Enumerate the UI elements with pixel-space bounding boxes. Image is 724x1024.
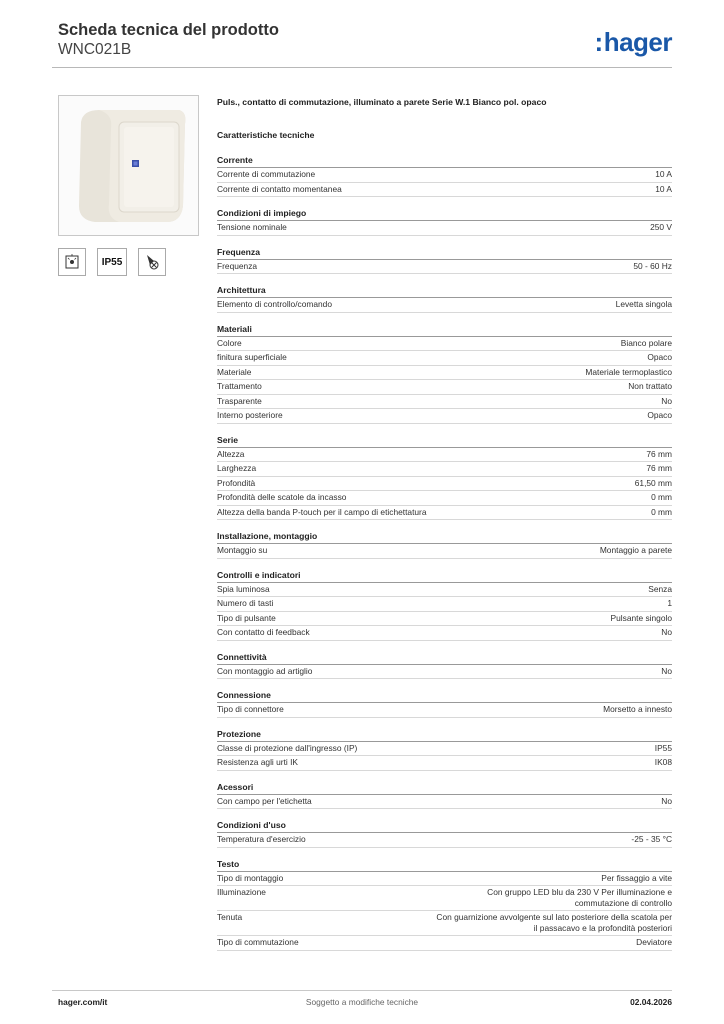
section-title: Protezione bbox=[217, 729, 672, 742]
section-title: Frequenza bbox=[217, 247, 672, 260]
spec-row bbox=[217, 583, 672, 598]
spec-row bbox=[217, 612, 672, 627]
spec-value: 0 mm bbox=[651, 492, 672, 502]
spec-label: Profondità delle scatole da incasso bbox=[217, 492, 347, 502]
spec-label: Trattamento bbox=[217, 381, 262, 391]
spec-label: Montaggio su bbox=[217, 545, 268, 555]
spec-section bbox=[217, 285, 672, 313]
spec-value: Deviatore bbox=[636, 937, 672, 947]
section-title: Materiali bbox=[217, 324, 672, 337]
spec-row bbox=[217, 380, 672, 395]
spec-row bbox=[217, 872, 672, 887]
spec-value: 76 mm bbox=[646, 448, 672, 459]
spec-label: Trasparente bbox=[217, 395, 262, 406]
spec-label: Altezza bbox=[217, 448, 245, 459]
spec-label: Tensione nominale bbox=[217, 222, 287, 232]
spec-row bbox=[217, 298, 672, 313]
spec-label: Tipo di connettore bbox=[217, 704, 284, 714]
spec-row bbox=[217, 221, 672, 236]
spec-label: Frequenza bbox=[217, 260, 258, 271]
spec-value: 10 A bbox=[655, 183, 672, 194]
spec-label: Con montaggio ad artiglio bbox=[217, 665, 313, 676]
spec-value: 0 mm bbox=[651, 506, 672, 517]
spec-row bbox=[217, 491, 672, 506]
spec-section bbox=[217, 782, 672, 810]
header bbox=[58, 20, 279, 59]
spec-section bbox=[217, 155, 672, 197]
spec-value: Con gruppo LED blu da 230 V Per illuminazione e commutazione di controllo bbox=[487, 887, 672, 908]
spec-value: 61,50 mm bbox=[634, 477, 672, 488]
no-disposal-icon bbox=[138, 248, 166, 276]
spec-value: Materiale termoplastico bbox=[585, 366, 672, 377]
spec-section bbox=[217, 859, 672, 951]
spec-row bbox=[217, 183, 672, 198]
spec-value: Senza bbox=[648, 583, 672, 594]
illuminated-switch-icon bbox=[58, 248, 86, 276]
section-title: Connessione bbox=[217, 690, 672, 703]
spec-value: 50 - 60 Hz bbox=[633, 260, 672, 271]
spec-row bbox=[217, 351, 672, 366]
spec-value: No bbox=[661, 627, 672, 637]
spec-label: Con campo per l'etichetta bbox=[217, 795, 312, 806]
section-title: Testo bbox=[217, 859, 672, 872]
spec-label: Tenuta bbox=[217, 912, 243, 922]
spec-value: 10 A bbox=[655, 169, 672, 179]
spec-value: No bbox=[661, 795, 672, 806]
spec-label: Profondità bbox=[217, 477, 256, 488]
ip-rating-badge: IP55 bbox=[97, 248, 127, 276]
spec-row bbox=[217, 506, 672, 521]
logo-text: hager bbox=[603, 27, 672, 57]
spec-sections bbox=[217, 155, 672, 951]
spec-label: Altezza della banda P-touch per il campo di etichettatura bbox=[217, 506, 427, 517]
spec-section bbox=[217, 729, 672, 771]
spec-label: Colore bbox=[217, 337, 242, 348]
spec-label: Illuminazione bbox=[217, 887, 266, 897]
spec-row bbox=[217, 260, 672, 275]
hager-logo[interactable] bbox=[595, 27, 672, 57]
logo-colon-icon: : bbox=[594, 27, 603, 57]
spec-value: -25 - 35 °C bbox=[631, 834, 672, 844]
spec-content bbox=[217, 96, 672, 951]
spec-value: Bianco polare bbox=[620, 337, 672, 348]
section-title: Corrente bbox=[217, 155, 672, 168]
tech-characteristics-heading: Caratteristiche tecniche bbox=[217, 130, 315, 140]
spec-value: 250 V bbox=[650, 222, 672, 232]
spec-row bbox=[217, 626, 672, 641]
section-title: Architettura bbox=[217, 285, 672, 298]
product-description: Puls., contatto di commutazione, illuminato a parete Serie W.1 Bianco pol. opaco bbox=[217, 97, 547, 107]
spec-label: Corrente di contatto momentanea bbox=[217, 183, 342, 194]
spec-label: Corrente di commutazione bbox=[217, 169, 316, 179]
spec-row bbox=[217, 477, 672, 492]
spec-label: Materiale bbox=[217, 366, 252, 377]
section-title: Condizioni d'uso bbox=[217, 820, 672, 833]
spec-value: No bbox=[661, 395, 672, 406]
spec-section bbox=[217, 531, 672, 559]
spec-section bbox=[217, 435, 672, 521]
spec-label: Elemento di controllo/comando bbox=[217, 299, 332, 309]
spec-value: IK08 bbox=[654, 757, 672, 767]
spec-value: Levetta singola bbox=[615, 299, 672, 309]
spec-row bbox=[217, 462, 672, 477]
spec-value: No bbox=[661, 665, 672, 676]
spec-row bbox=[217, 911, 672, 936]
switch-illustration bbox=[59, 96, 198, 235]
spec-value: Montaggio a parete bbox=[599, 545, 672, 555]
product-image bbox=[58, 95, 199, 236]
spec-row bbox=[217, 833, 672, 848]
page-title: Scheda tecnica del prodotto bbox=[58, 21, 279, 39]
product-code: WNC021B bbox=[58, 41, 132, 58]
spec-value: 76 mm bbox=[646, 463, 672, 473]
spec-row bbox=[217, 597, 672, 612]
spec-section bbox=[217, 208, 672, 236]
section-title: Connettività bbox=[217, 652, 672, 665]
spec-value: Con guarnizione avvolgente sul lato posteriore della scatola per il passacavo e la profondità posteriori bbox=[436, 912, 672, 933]
section-title: Serie bbox=[217, 435, 672, 448]
spec-value: Non trattato bbox=[628, 381, 672, 391]
spec-label: Numero di tasti bbox=[217, 598, 274, 608]
spec-row bbox=[217, 756, 672, 771]
spec-section bbox=[217, 247, 672, 275]
section-title: Acessori bbox=[217, 782, 672, 795]
spec-row bbox=[217, 665, 672, 680]
spec-value: Per fissaggio a vite bbox=[601, 872, 672, 883]
footer-date: 02.04.2026 bbox=[630, 997, 672, 1007]
section-title: Condizioni di impiego bbox=[217, 208, 672, 221]
spec-label: Tipo di pulsante bbox=[217, 612, 276, 623]
spec-row bbox=[217, 409, 672, 424]
spec-row bbox=[217, 886, 672, 911]
spec-label: Larghezza bbox=[217, 463, 257, 473]
spec-label: Spia luminosa bbox=[217, 583, 270, 594]
footer-website[interactable]: hager.com/it bbox=[58, 997, 108, 1007]
spec-label: Con contatto di feedback bbox=[217, 627, 310, 637]
spec-row bbox=[217, 168, 672, 183]
spec-value: Morsetto a innesto bbox=[603, 704, 672, 714]
spec-section bbox=[217, 324, 672, 424]
footer-note: Soggetto a modifiche tecniche bbox=[305, 997, 419, 1007]
spec-section bbox=[217, 690, 672, 718]
spec-label: Tipo di montaggio bbox=[217, 872, 284, 883]
spec-row bbox=[217, 703, 672, 718]
spec-row bbox=[217, 544, 672, 559]
spec-value: Opaco bbox=[647, 410, 672, 420]
spec-section bbox=[217, 820, 672, 848]
spec-label: Classe di protezione dall'ingresso (IP) bbox=[217, 742, 358, 753]
spec-value: Opaco bbox=[647, 352, 672, 362]
section-title: Controlli e indicatori bbox=[217, 570, 672, 583]
spec-label: Tipo di commutazione bbox=[217, 937, 299, 947]
spec-label: Interno posteriore bbox=[217, 410, 283, 420]
spec-row bbox=[217, 795, 672, 810]
spec-value: Pulsante singolo bbox=[610, 612, 672, 623]
spec-section bbox=[217, 570, 672, 641]
footer-divider bbox=[52, 990, 672, 991]
spec-row bbox=[217, 366, 672, 381]
spec-row bbox=[217, 337, 672, 352]
spec-value: IP55 bbox=[654, 742, 672, 753]
spec-label: finitura superficiale bbox=[217, 352, 287, 362]
certification-badges bbox=[58, 248, 166, 276]
section-title: Installazione, montaggio bbox=[217, 531, 672, 544]
spec-value: 1 bbox=[667, 598, 672, 608]
spec-row bbox=[217, 395, 672, 410]
spec-label: Temperatura d'esercizio bbox=[217, 834, 306, 844]
spec-row bbox=[217, 448, 672, 463]
spec-row bbox=[217, 742, 672, 757]
spec-section bbox=[217, 652, 672, 680]
spec-label: Resistenza agli urti IK bbox=[217, 757, 298, 767]
header-divider bbox=[52, 67, 672, 68]
spec-row bbox=[217, 936, 672, 951]
